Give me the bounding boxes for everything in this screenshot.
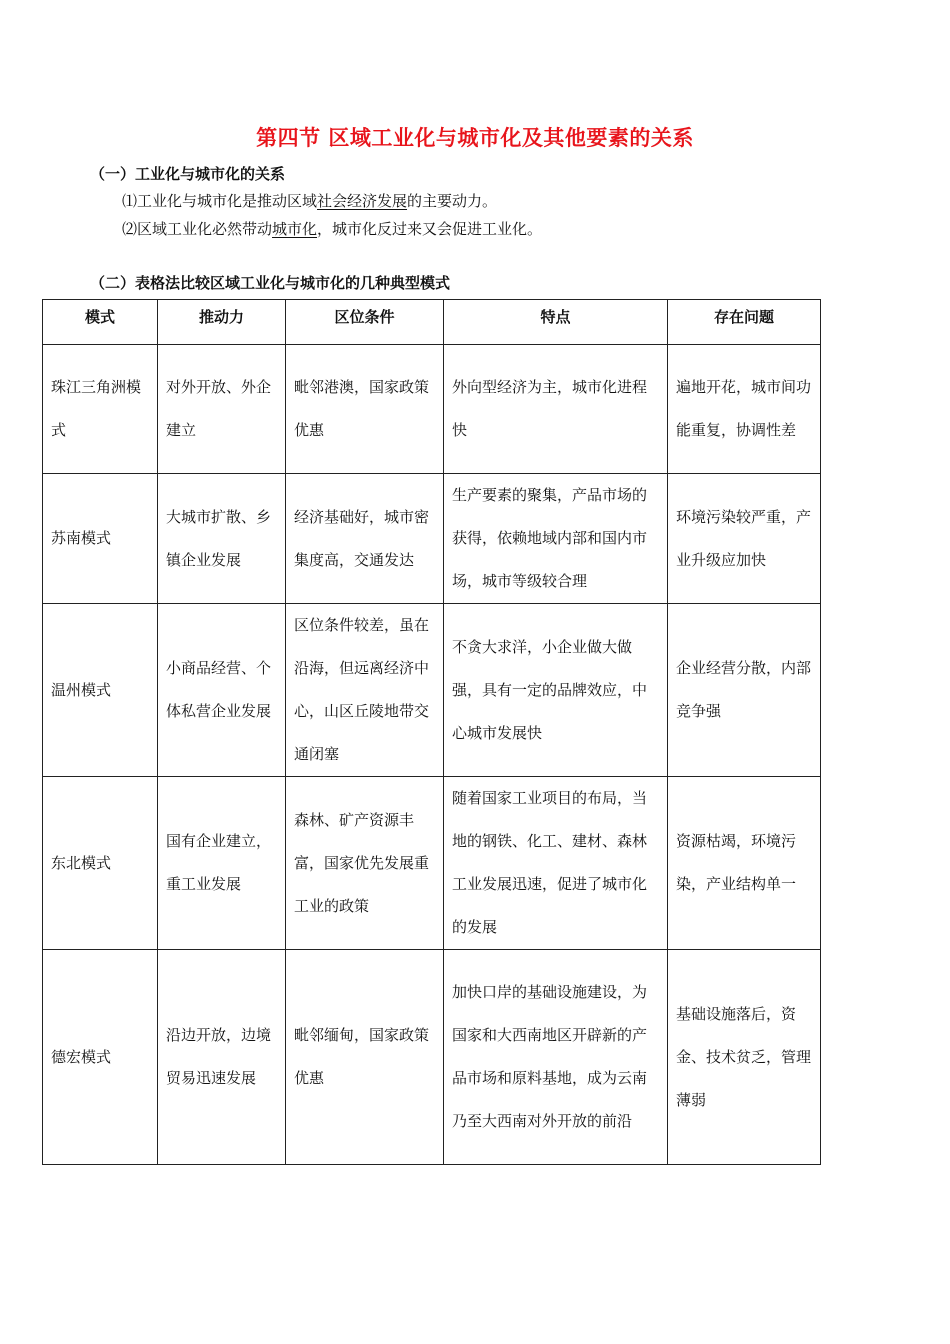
header-driver: 推动力 bbox=[158, 300, 286, 345]
cell-location: 区位条件较差，虽在沿海，但远离经济中心，山区丘陵地带交通闭塞 bbox=[286, 604, 444, 777]
cell-features: 加快口岸的基础设施建设，为国家和大西南地区开辟新的产品市场和原料基地，成为云南乃至大西南对外开放的前沿 bbox=[444, 950, 668, 1165]
cell-driver: 小商品经营、个体私营企业发展 bbox=[158, 604, 286, 777]
table-row bbox=[43, 604, 821, 777]
cell-location: 森林、矿产资源丰富，国家优先发展重工业的政策 bbox=[286, 777, 444, 950]
cell-location: 经济基础好，城市密集度高，交通发达 bbox=[286, 474, 444, 604]
paragraph-2-prefix: ⑵区域工业化必然带动 bbox=[122, 220, 273, 238]
table-row bbox=[43, 474, 821, 604]
modes-table bbox=[42, 299, 821, 1165]
cell-driver: 大城市扩散、乡镇企业发展 bbox=[158, 474, 286, 604]
paragraph-1-underlined: 社会经济发展 bbox=[317, 192, 408, 210]
paragraph-2 bbox=[122, 218, 542, 239]
cell-mode: 东北模式 bbox=[43, 777, 158, 950]
cell-driver: 对外开放、外企建立 bbox=[158, 345, 286, 474]
cell-features: 外向型经济为主，城市化进程快 bbox=[444, 345, 668, 474]
cell-driver: 沿边开放，边境贸易迅速发展 bbox=[158, 950, 286, 1165]
cell-problems: 环境污染较严重，产业升级应加快 bbox=[668, 474, 821, 604]
paragraph-1-prefix: ⑴工业化与城市化是推动区域 bbox=[122, 192, 318, 210]
cell-problems: 遍地开花，城市间功能重复，协调性差 bbox=[668, 345, 821, 474]
paragraph-2-underlined: 城市化 bbox=[272, 220, 318, 238]
section-heading-1: （一）工业化与城市化的关系 bbox=[90, 165, 286, 183]
table-row bbox=[43, 345, 821, 474]
cell-mode: 德宏模式 bbox=[43, 950, 158, 1165]
cell-features: 生产要素的聚集，产品市场的获得，依赖地域内部和国内市场，城市等级较合理 bbox=[444, 474, 668, 604]
paragraph-1 bbox=[122, 190, 497, 211]
cell-problems: 资源枯竭，环境污染，产业结构单一 bbox=[668, 777, 821, 950]
cell-mode: 珠江三角洲模式 bbox=[43, 345, 158, 474]
header-features: 特点 bbox=[444, 300, 668, 345]
section-heading-2: （二）表格法比较区域工业化与城市化的几种典型模式 bbox=[90, 274, 451, 292]
cell-mode: 苏南模式 bbox=[43, 474, 158, 604]
table-row bbox=[43, 777, 821, 950]
cell-location: 毗邻缅甸，国家政策优惠 bbox=[286, 950, 444, 1165]
page-title: 第四节 区域工业化与城市化及其他要素的关系 bbox=[256, 126, 694, 150]
paragraph-2-suffix: ，城市化反过来又会促进工业化。 bbox=[317, 220, 543, 238]
cell-location: 毗邻港澳，国家政策优惠 bbox=[286, 345, 444, 474]
cell-driver: 国有企业建立，重工业发展 bbox=[158, 777, 286, 950]
cell-features: 不贪大求洋，小企业做大做强，具有一定的品牌效应，中心城市发展快 bbox=[444, 604, 668, 777]
cell-mode: 温州模式 bbox=[43, 604, 158, 777]
paragraph-1-suffix: 的主要动力。 bbox=[407, 192, 498, 210]
header-mode: 模式 bbox=[43, 300, 158, 345]
cell-problems: 基础设施落后，资金、技术贫乏，管理薄弱 bbox=[668, 950, 821, 1165]
header-problems: 存在问题 bbox=[668, 300, 821, 345]
table-row bbox=[43, 950, 821, 1165]
cell-features: 随着国家工业项目的布局，当地的钢铁、化工、建材、森林工业发展迅速，促进了城市化的发展 bbox=[444, 777, 668, 950]
cell-problems: 企业经营分散，内部竞争强 bbox=[668, 604, 821, 777]
header-location: 区位条件 bbox=[286, 300, 444, 345]
table-header-row bbox=[43, 300, 821, 345]
